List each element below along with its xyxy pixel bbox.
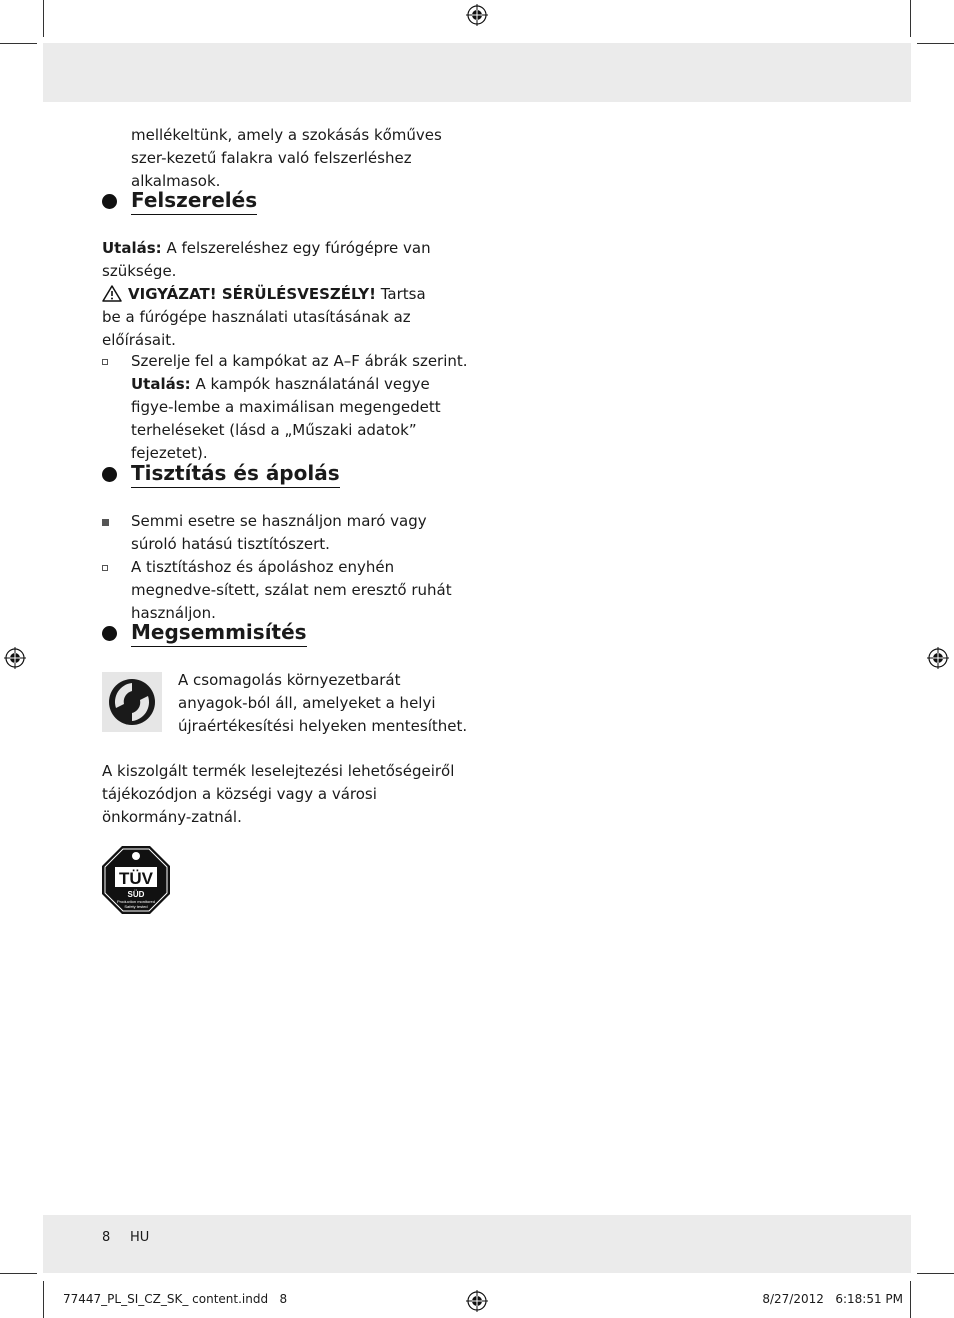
packaging-paragraph bbox=[178, 669, 468, 738]
svg-text:Safety tested: Safety tested bbox=[124, 904, 148, 909]
crop-mark bbox=[0, 1273, 37, 1274]
registration-mark-icon bbox=[466, 1290, 488, 1312]
list-item bbox=[102, 510, 472, 556]
heading-title: Felszerelés bbox=[131, 188, 257, 215]
crop-mark bbox=[0, 43, 37, 44]
slug-filename: 77447_PL_SI_CZ_SK_ content.indd 8 bbox=[63, 1292, 288, 1306]
heading-title: Tisztítás és ápolás bbox=[131, 461, 340, 488]
heading-title: Megsemmisítés bbox=[131, 620, 307, 647]
install-steps bbox=[102, 350, 472, 465]
crop-mark bbox=[910, 0, 911, 37]
crop-mark bbox=[43, 0, 44, 37]
slug-timestamp: 8/27/2012 6:18:51 PM bbox=[762, 1292, 903, 1306]
registration-mark-icon bbox=[927, 647, 949, 669]
svg-text:Production monitored: Production monitored bbox=[116, 899, 156, 904]
crop-mark bbox=[910, 1281, 911, 1318]
intro-text: mellékeltünk, amely a szokásás kőműves szer-kezetű falakra való felszerléshez alkalmasok. bbox=[131, 126, 442, 190]
crop-mark bbox=[917, 43, 954, 44]
header-band bbox=[43, 43, 911, 102]
step-note-text: A kampók használatánál vegye figye-lembe a maximálisan megengedett terheléseket (lásd a „Műszaki adatok” fejezetet). bbox=[131, 375, 441, 462]
checkbox-bullet-icon bbox=[102, 565, 108, 571]
warning-triangle-icon bbox=[102, 285, 122, 302]
footer-band bbox=[43, 1215, 911, 1273]
warning-paragraph bbox=[102, 283, 447, 352]
note-label: Utalás: bbox=[102, 239, 162, 257]
heading-bullet-icon bbox=[102, 467, 117, 482]
intro-paragraph bbox=[102, 124, 476, 193]
clean-list bbox=[102, 510, 472, 625]
packaging-text: A csomagolás környezetbarát anyagok-ból áll, amelyeket a helyi újraértékesítési helyeken mentesíthet. bbox=[178, 671, 468, 735]
crop-mark bbox=[43, 1281, 44, 1318]
heading-bullet-icon bbox=[102, 194, 117, 209]
section-heading-install bbox=[102, 188, 257, 215]
registration-mark-icon bbox=[466, 4, 488, 26]
product-disposal-paragraph bbox=[102, 760, 462, 829]
section-heading-dispose bbox=[102, 620, 307, 647]
warning-text: Tartsa be a fúrógépe használati utasításának az előírásait. bbox=[102, 285, 426, 349]
registration-mark-icon bbox=[4, 647, 26, 669]
list-item-text: Semmi esetre se használjon maró vagy súroló hatású tisztítószert. bbox=[131, 512, 427, 553]
list-item bbox=[102, 556, 472, 625]
checkbox-bullet-icon bbox=[102, 359, 108, 365]
page-number: 8 bbox=[102, 1230, 111, 1245]
list-item bbox=[102, 350, 472, 465]
heading-bullet-icon bbox=[102, 626, 117, 641]
svg-text:SÜD: SÜD bbox=[127, 890, 145, 899]
note-text: A felszereléshez egy fúrógépre van szüksége. bbox=[102, 239, 431, 280]
tuv-sud-logo-icon bbox=[101, 845, 171, 915]
crop-mark bbox=[917, 1273, 954, 1274]
step-note-label: Utalás: bbox=[131, 375, 191, 393]
section-heading-clean bbox=[102, 461, 340, 488]
language-code: HU bbox=[130, 1230, 150, 1245]
product-text: A kiszolgált termék leselejtezési lehetőségeiről tájékozódjon a községi vagy a városi önkormány-zatnál. bbox=[102, 762, 455, 826]
step-text: Szerelje fel a kampókat az A–F ábrák szerint. bbox=[131, 352, 468, 370]
svg-text:TÜV: TÜV bbox=[119, 869, 153, 888]
list-item-text: A tisztításhoz és ápoláshoz enyhén megnedve-sített, szálat nem eresztő ruhát használjon. bbox=[131, 558, 452, 622]
install-note bbox=[102, 237, 447, 352]
warning-label: VIGYÁZAT! SÉRÜLÉSVESZÉLY! bbox=[128, 285, 376, 303]
filled-square-bullet-icon bbox=[102, 519, 109, 526]
green-dot-recycle-icon bbox=[102, 672, 162, 732]
